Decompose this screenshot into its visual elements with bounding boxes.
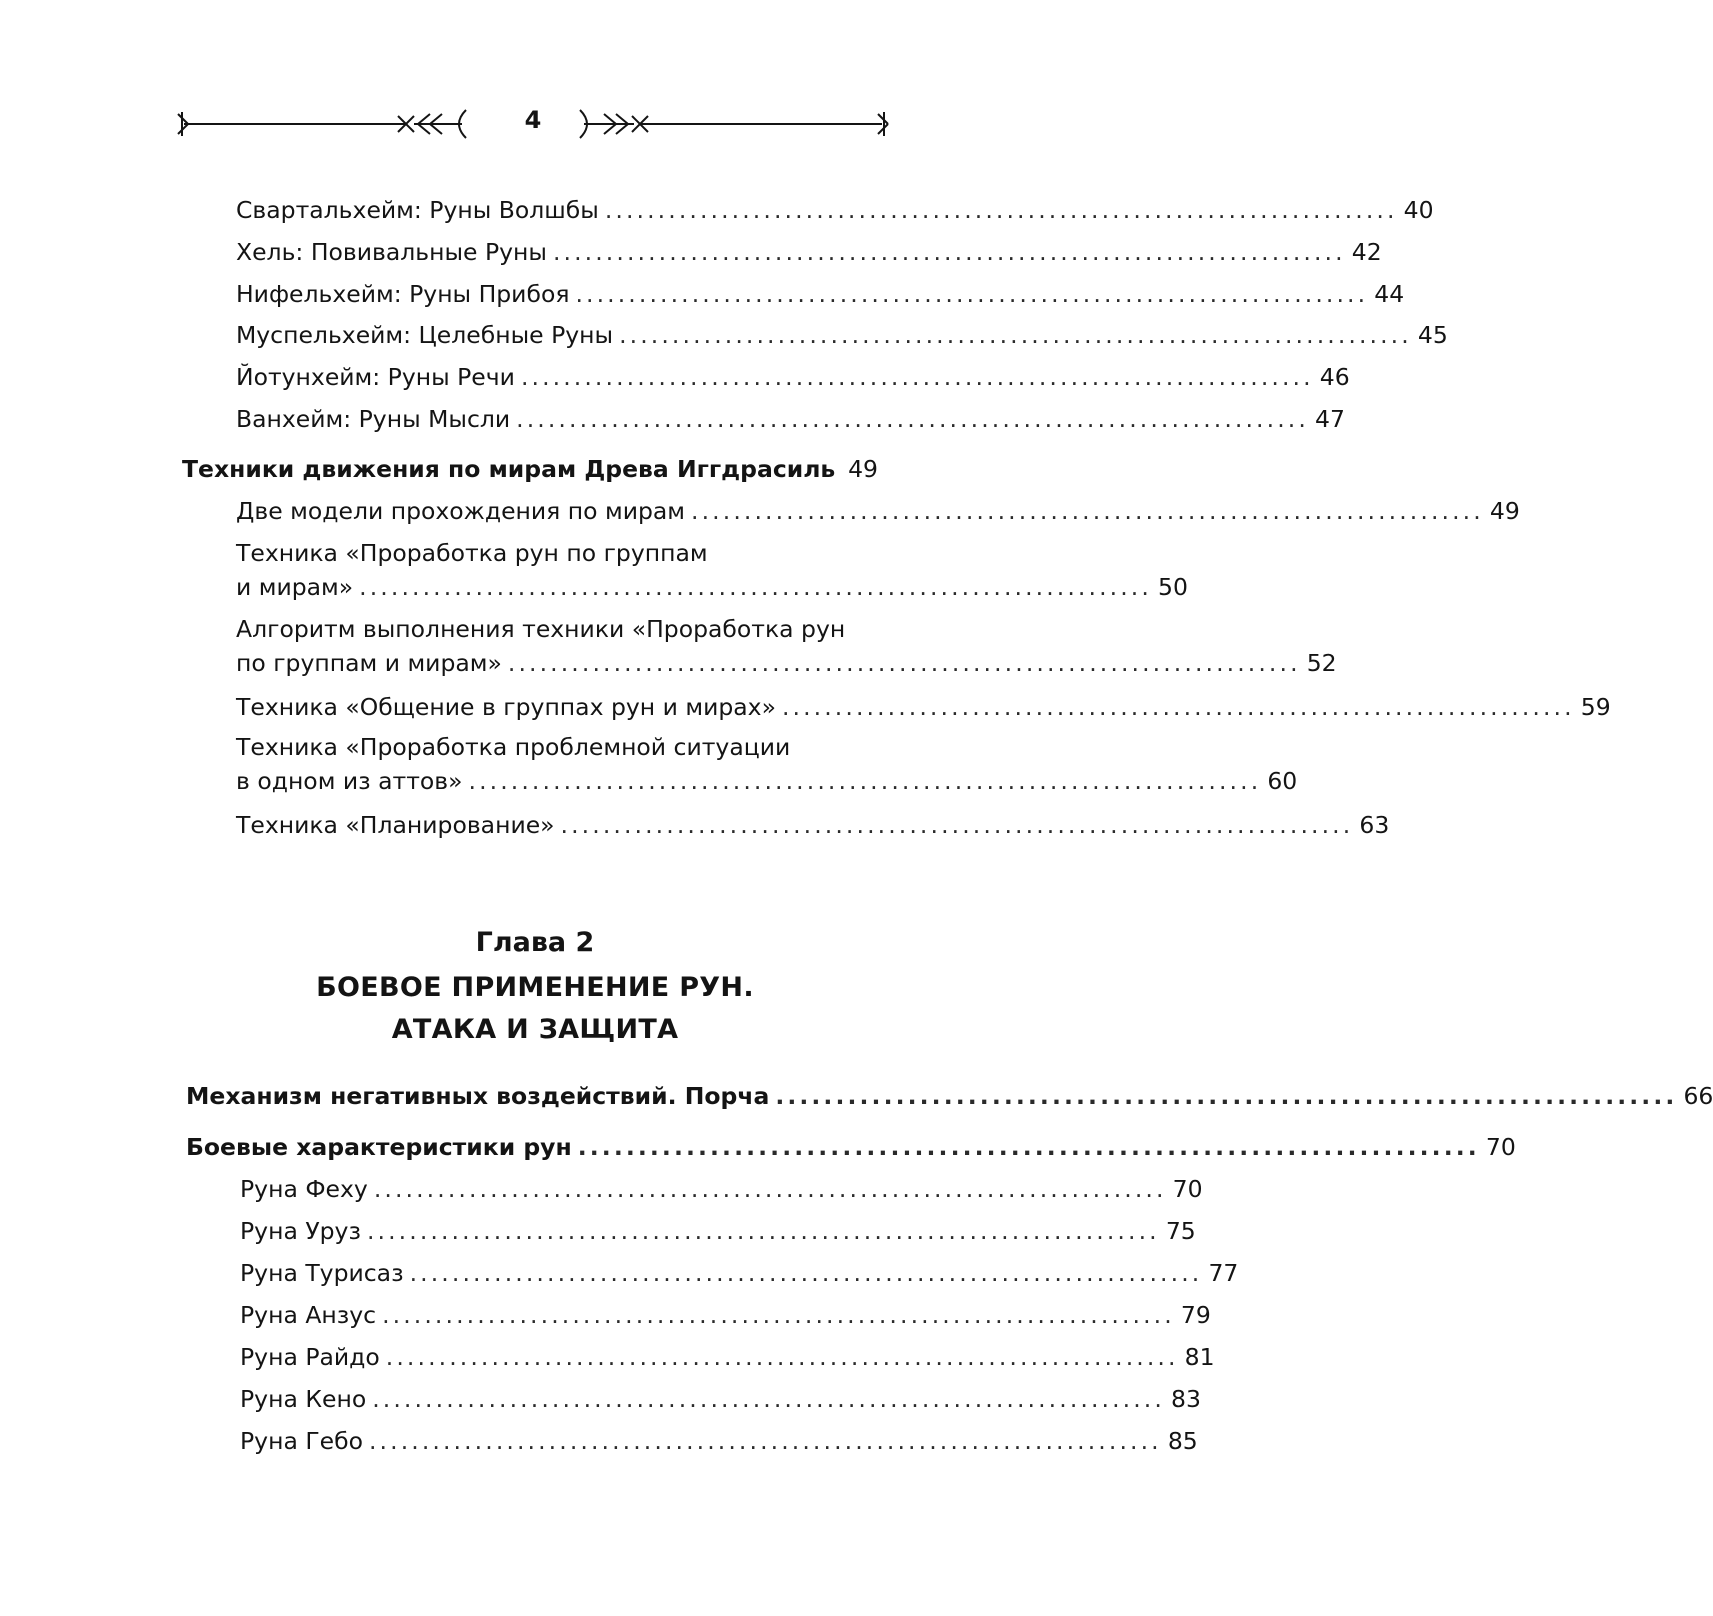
dot-leader: ...........................................................................	[373, 1175, 1167, 1203]
dot-leader: ...........................................................................	[507, 649, 1301, 677]
toc-page-number: 70	[1172, 1175, 1203, 1203]
dot-leader: ...........................................................................	[516, 405, 1309, 433]
dot-leader: ...........................................................................	[560, 811, 1354, 839]
toc-entry-title: Две модели прохождения по мирам	[236, 497, 686, 525]
toc-section-heading[interactable]	[186, 1079, 1713, 1113]
toc-entry-title: Руна Райдо	[240, 1343, 380, 1371]
toc-section-heading[interactable]	[182, 452, 878, 486]
toc-page-number: 49	[848, 455, 878, 483]
toc-entry-title: Свартальхейм: Руны Волшбы	[236, 196, 599, 224]
dot-leader: ...........................................................................	[619, 321, 1412, 349]
toc-entry-title: Техника «Общение в группах рун и мирах»	[236, 693, 776, 721]
toc-page-number: 59	[1580, 693, 1611, 721]
toc-page-number: 70	[1485, 1133, 1516, 1161]
dot-leader: ...........................................................................	[691, 497, 1484, 525]
toc-page-number: 47	[1315, 405, 1345, 433]
toc-entry-title-line2: в одном из аттов»	[236, 767, 463, 795]
toc-page-number: 83	[1171, 1385, 1201, 1413]
toc-entry[interactable]	[240, 1298, 1211, 1332]
toc-page-number: 81	[1184, 1343, 1215, 1371]
toc-page-number: 45	[1417, 321, 1448, 349]
dot-leader: ...........................................................................	[577, 1133, 1480, 1161]
dot-leader: ...........................................................................	[775, 1082, 1678, 1110]
chapter-title-line2: АТАКА И ЗАЩИТА	[391, 1014, 679, 1045]
toc-entry[interactable]	[240, 1340, 1215, 1374]
toc-page-number: 49	[1489, 497, 1520, 525]
toc-entry[interactable]	[240, 1256, 1239, 1290]
toc-page-number: 44	[1374, 280, 1405, 308]
toc-entry-title: Йотунхейм: Руны Речи	[236, 363, 515, 391]
toc-entry[interactable]	[236, 730, 1298, 798]
toc-entry[interactable]	[236, 402, 1345, 436]
toc-entry-title-line2: и мирам»	[236, 573, 354, 601]
toc-page-number: 85	[1167, 1427, 1198, 1455]
toc-entry-title: Руна Турисаз	[240, 1259, 404, 1287]
toc-page-number: 63	[1359, 811, 1390, 839]
toc-entry[interactable]	[240, 1214, 1196, 1248]
toc-page-number: 79	[1180, 1301, 1211, 1329]
toc-entry[interactable]	[236, 494, 1520, 528]
toc-entry[interactable]	[236, 612, 1337, 680]
toc-entry[interactable]	[236, 360, 1350, 394]
toc-page-number: 60	[1267, 767, 1298, 795]
toc-entry-title: Техники движения по мирам Древа Иггдрасиль	[182, 455, 836, 483]
chapter-label: Глава 2	[475, 927, 595, 958]
toc-entry[interactable]	[236, 536, 1188, 604]
ornament-rule-icon	[178, 100, 888, 140]
dot-leader: ...........................................................................	[385, 1343, 1179, 1371]
toc-entry-title: Руна Кено	[240, 1385, 367, 1413]
toc-entry[interactable]	[236, 277, 1405, 311]
toc-entry[interactable]	[236, 808, 1390, 842]
toc-entry-title: Муспельхейм: Целебные Руны	[236, 321, 614, 349]
toc-section-heading[interactable]	[186, 1130, 1516, 1164]
toc-entry-title: Боевые характеристики рун	[186, 1133, 572, 1161]
dot-leader: ...........................................................................	[781, 693, 1575, 721]
dot-leader: ...........................................................................	[409, 1259, 1203, 1287]
toc-page-number: 77	[1208, 1259, 1239, 1287]
dot-leader: ...........................................................................	[366, 1217, 1160, 1245]
toc-entry-title-line2: по группам и мирам»	[236, 649, 502, 677]
dot-leader	[841, 452, 842, 486]
dot-leader: ...........................................................................	[575, 280, 1369, 308]
toc-page-number: 42	[1351, 238, 1382, 266]
toc-entry-title: Нифельхейм: Руны Прибоя	[236, 280, 570, 308]
dot-leader: ...........................................................................	[468, 767, 1262, 795]
toc-entry[interactable]	[240, 1172, 1203, 1206]
page-number: 4	[524, 106, 542, 134]
toc-page-number: 46	[1319, 363, 1350, 391]
toc-entry-title: Хель: Повивальные Руны	[236, 238, 547, 266]
toc-entry[interactable]	[240, 1382, 1201, 1416]
toc-page-number: 40	[1403, 196, 1434, 224]
toc-page-number: 52	[1306, 649, 1337, 677]
toc-entry-title: Механизм негативных воздействий. Порча	[186, 1082, 770, 1110]
dot-leader: ...........................................................................	[520, 363, 1314, 391]
toc-entry[interactable]	[236, 318, 1448, 352]
toc-entry-title: Руна Гебо	[240, 1427, 363, 1455]
toc-entry-title: Руна Феху	[240, 1175, 368, 1203]
dot-leader: ...........................................................................	[372, 1385, 1165, 1413]
toc-entry[interactable]	[236, 690, 1611, 724]
toc-entry-title: Ванхейм: Руны Мысли	[236, 405, 511, 433]
toc-entry[interactable]	[240, 1424, 1198, 1458]
dot-leader: ...........................................................................	[368, 1427, 1162, 1455]
toc-page-number: 50	[1158, 573, 1188, 601]
toc-page-number: 66	[1683, 1082, 1713, 1110]
toc-entry-title-line1: Техника «Проработка рун по группам	[236, 539, 708, 567]
toc-entry[interactable]	[236, 193, 1434, 227]
dot-leader: ...........................................................................	[359, 573, 1152, 601]
dot-leader: ...........................................................................	[552, 238, 1346, 266]
toc-entry-title: Руна Анзус	[240, 1301, 377, 1329]
toc-entry-title-line1: Техника «Проработка проблемной ситуации	[236, 733, 791, 761]
toc-entry-title: Техника «Планирование»	[236, 811, 555, 839]
dot-leader: ...........................................................................	[382, 1301, 1175, 1329]
toc-entry[interactable]	[236, 235, 1382, 269]
dot-leader: ...........................................................................	[604, 196, 1398, 224]
toc-entry-title-line1: Алгоритм выполнения техники «Проработка рун	[236, 615, 846, 643]
chapter-title-line1: БОЕВОЕ ПРИМЕНЕНИЕ РУН.	[316, 972, 754, 1003]
toc-page-number: 75	[1165, 1217, 1196, 1245]
page-header	[178, 100, 888, 140]
toc-entry-title: Руна Уруз	[240, 1217, 361, 1245]
